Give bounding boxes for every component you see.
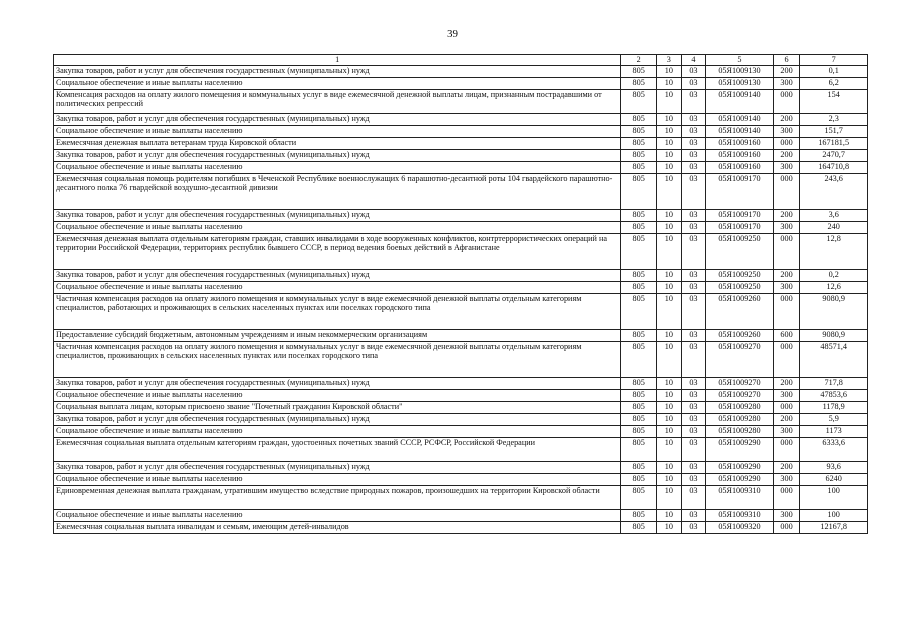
section-code: 10 — [657, 221, 682, 233]
subsection-code: 03 — [681, 65, 706, 77]
grbs-code: 805 — [621, 473, 657, 485]
target-article-code: 05Я1009290 — [706, 437, 774, 461]
header-cell: 5 — [706, 55, 774, 66]
grbs-code: 805 — [621, 209, 657, 221]
table-row — [54, 233, 868, 269]
table-row — [54, 401, 868, 413]
subsection-code: 03 — [681, 521, 706, 533]
section-code: 10 — [657, 509, 682, 521]
section-code: 10 — [657, 209, 682, 221]
amount: 717,8 — [800, 377, 868, 389]
expense-type-code: 000 — [773, 437, 800, 461]
section-code: 10 — [657, 149, 682, 161]
page-number: 39 — [447, 28, 458, 40]
target-article-code: 05Я1009130 — [706, 77, 774, 89]
table-row — [54, 473, 868, 485]
row-name: Ежемесячная социальная помощь родителям погибших в Чеченской Республике военнослужащих 6 парашютно-десантной роты 104 гвардейского парашютно-десантного полка 76 гвардейской воздушно-десантной дивизии — [54, 173, 621, 209]
expense-type-code: 200 — [773, 113, 800, 125]
subsection-code: 03 — [681, 389, 706, 401]
row-name: Закупка товаров, работ и услуг для обеспечения государственных (муниципальных) нужд — [54, 149, 621, 161]
section-code: 10 — [657, 173, 682, 209]
target-article-code: 05Я1009250 — [706, 233, 774, 269]
section-code: 10 — [657, 281, 682, 293]
grbs-code: 805 — [621, 125, 657, 137]
section-code: 10 — [657, 425, 682, 437]
grbs-code: 805 — [621, 437, 657, 461]
target-article-code: 05Я1009160 — [706, 149, 774, 161]
amount: 6,2 — [800, 77, 868, 89]
grbs-code: 805 — [621, 521, 657, 533]
subsection-code: 03 — [681, 137, 706, 149]
amount: 47853,6 — [800, 389, 868, 401]
row-name: Частичная компенсация расходов на оплату жилого помещения и коммунальных услуг в виде ежемесячной денежной выплаты отдельным категориям специалистов, работающих и проживающих в сельских населенных пунктах или поселках городского типа — [54, 293, 621, 329]
grbs-code: 805 — [621, 149, 657, 161]
amount: 12167,8 — [800, 521, 868, 533]
amount: 9080,9 — [800, 329, 868, 341]
expense-type-code: 000 — [773, 401, 800, 413]
amount: 6333,6 — [800, 437, 868, 461]
section-code: 10 — [657, 521, 682, 533]
section-code: 10 — [657, 65, 682, 77]
subsection-code: 03 — [681, 377, 706, 389]
expense-type-code: 300 — [773, 221, 800, 233]
table-row — [54, 113, 868, 125]
expense-type-code: 300 — [773, 281, 800, 293]
subsection-code: 03 — [681, 149, 706, 161]
row-name: Ежемесячная денежная выплата ветеранам труда Кировской области — [54, 137, 621, 149]
target-article-code: 05Я1009140 — [706, 113, 774, 125]
subsection-code: 03 — [681, 341, 706, 377]
table-row — [54, 329, 868, 341]
subsection-code: 03 — [681, 125, 706, 137]
grbs-code: 805 — [621, 377, 657, 389]
row-name: Ежемесячная социальная выплата инвалидам и семьям, имеющим детей-инвалидов — [54, 521, 621, 533]
expense-type-code: 000 — [773, 173, 800, 209]
amount: 1178,9 — [800, 401, 868, 413]
section-code: 10 — [657, 437, 682, 461]
target-article-code: 05Я1009290 — [706, 461, 774, 473]
table-row — [54, 485, 868, 509]
subsection-code: 03 — [681, 269, 706, 281]
expense-type-code: 000 — [773, 485, 800, 509]
target-article-code: 05Я1009280 — [706, 401, 774, 413]
target-article-code: 05Я1009270 — [706, 389, 774, 401]
expense-type-code: 200 — [773, 269, 800, 281]
target-article-code: 05Я1009270 — [706, 377, 774, 389]
expense-type-code: 200 — [773, 461, 800, 473]
expense-type-code: 300 — [773, 509, 800, 521]
target-article-code: 05Я1009250 — [706, 281, 774, 293]
subsection-code: 03 — [681, 329, 706, 341]
grbs-code: 805 — [621, 341, 657, 377]
grbs-code: 805 — [621, 329, 657, 341]
header-cell: 4 — [681, 55, 706, 66]
target-article-code: 05Я1009260 — [706, 329, 774, 341]
table-row — [54, 377, 868, 389]
target-article-code: 05Я1009260 — [706, 293, 774, 329]
header-cell: 2 — [621, 55, 657, 66]
expense-type-code: 200 — [773, 149, 800, 161]
row-name: Предоставление субсидий бюджетным, автономным учреждениям и иным некоммерческим организациям — [54, 329, 621, 341]
target-article-code: 05Я1009270 — [706, 341, 774, 377]
subsection-code: 03 — [681, 461, 706, 473]
table-header-row — [54, 55, 868, 66]
table-row — [54, 161, 868, 173]
table-row — [54, 293, 868, 329]
amount: 5,9 — [800, 413, 868, 425]
row-name: Единовременная денежная выплата гражданам, утратившим имущество вследствие природных пожаров, произошедших на территории Кировской области — [54, 485, 621, 509]
target-article-code: 05Я1009310 — [706, 485, 774, 509]
section-code: 10 — [657, 137, 682, 149]
subsection-code: 03 — [681, 437, 706, 461]
expense-type-code: 200 — [773, 377, 800, 389]
row-name: Социальное обеспечение и иные выплаты населению — [54, 425, 621, 437]
expense-type-code: 000 — [773, 137, 800, 149]
target-article-code: 05Я1009160 — [706, 137, 774, 149]
section-code: 10 — [657, 269, 682, 281]
section-code: 10 — [657, 461, 682, 473]
section-code: 10 — [657, 77, 682, 89]
row-name: Социальное обеспечение и иные выплаты населению — [54, 389, 621, 401]
header-cell: 3 — [657, 55, 682, 66]
target-article-code: 05Я1009320 — [706, 521, 774, 533]
row-name: Компенсация расходов на оплату жилого помещения и коммунальных услуг в виде ежемесячной денежной выплаты лицам, признанным пострадавшими от политических репрессий — [54, 89, 621, 113]
grbs-code: 805 — [621, 281, 657, 293]
grbs-code: 805 — [621, 137, 657, 149]
grbs-code: 805 — [621, 161, 657, 173]
amount: 164710,8 — [800, 161, 868, 173]
subsection-code: 03 — [681, 209, 706, 221]
amount: 1173 — [800, 425, 868, 437]
amount: 151,7 — [800, 125, 868, 137]
subsection-code: 03 — [681, 221, 706, 233]
row-name: Закупка товаров, работ и услуг для обеспечения государственных (муниципальных) нужд — [54, 65, 621, 77]
target-article-code: 05Я1009170 — [706, 173, 774, 209]
grbs-code: 805 — [621, 77, 657, 89]
subsection-code: 03 — [681, 413, 706, 425]
budget-table — [53, 54, 868, 534]
expense-type-code: 000 — [773, 233, 800, 269]
target-article-code: 05Я1009280 — [706, 413, 774, 425]
amount: 100 — [800, 485, 868, 509]
subsection-code: 03 — [681, 173, 706, 209]
amount: 9080,9 — [800, 293, 868, 329]
section-code: 10 — [657, 413, 682, 425]
grbs-code: 805 — [621, 221, 657, 233]
table-row — [54, 269, 868, 281]
subsection-code: 03 — [681, 509, 706, 521]
target-article-code: 05Я1009130 — [706, 65, 774, 77]
target-article-code: 05Я1009170 — [706, 209, 774, 221]
table-row — [54, 209, 868, 221]
table-row — [54, 413, 868, 425]
row-name: Социальное обеспечение и иные выплаты населению — [54, 281, 621, 293]
section-code: 10 — [657, 161, 682, 173]
amount: 3,6 — [800, 209, 868, 221]
grbs-code: 805 — [621, 509, 657, 521]
header-cell: 7 — [800, 55, 868, 66]
section-code: 10 — [657, 125, 682, 137]
table-row — [54, 437, 868, 461]
row-name: Социальное обеспечение и иные выплаты населению — [54, 161, 621, 173]
subsection-code: 03 — [681, 281, 706, 293]
grbs-code: 805 — [621, 401, 657, 413]
section-code: 10 — [657, 113, 682, 125]
table-row — [54, 221, 868, 233]
expense-type-code: 200 — [773, 413, 800, 425]
row-name: Социальное обеспечение и иные выплаты населению — [54, 125, 621, 137]
section-code: 10 — [657, 401, 682, 413]
section-code: 10 — [657, 233, 682, 269]
row-name: Закупка товаров, работ и услуг для обеспечения государственных (муниципальных) нужд — [54, 209, 621, 221]
amount: 243,6 — [800, 173, 868, 209]
row-name: Закупка товаров, работ и услуг для обеспечения государственных (муниципальных) нужд — [54, 377, 621, 389]
amount: 93,6 — [800, 461, 868, 473]
expense-type-code: 200 — [773, 209, 800, 221]
section-code: 10 — [657, 389, 682, 401]
expense-type-code: 300 — [773, 425, 800, 437]
table-row — [54, 65, 868, 77]
target-article-code: 05Я1009140 — [706, 89, 774, 113]
amount: 12,6 — [800, 281, 868, 293]
subsection-code: 03 — [681, 425, 706, 437]
subsection-code: 03 — [681, 401, 706, 413]
amount: 0,1 — [800, 65, 868, 77]
target-article-code: 05Я1009140 — [706, 125, 774, 137]
expense-type-code: 200 — [773, 65, 800, 77]
table-row — [54, 125, 868, 137]
table-row — [54, 149, 868, 161]
header-cell: 1 — [54, 55, 621, 66]
row-name: Закупка товаров, работ и услуг для обеспечения государственных (муниципальных) нужд — [54, 413, 621, 425]
grbs-code: 805 — [621, 413, 657, 425]
target-article-code: 05Я1009280 — [706, 425, 774, 437]
target-article-code: 05Я1009250 — [706, 269, 774, 281]
target-article-code: 05Я1009310 — [706, 509, 774, 521]
table-row — [54, 89, 868, 113]
amount: 167181,5 — [800, 137, 868, 149]
table-row — [54, 77, 868, 89]
amount: 154 — [800, 89, 868, 113]
table-row — [54, 521, 868, 533]
expense-type-code: 300 — [773, 125, 800, 137]
amount: 12,8 — [800, 233, 868, 269]
expense-type-code: 300 — [773, 473, 800, 485]
target-article-code: 05Я1009170 — [706, 221, 774, 233]
row-name: Социальное обеспечение и иные выплаты населению — [54, 77, 621, 89]
amount: 2470,7 — [800, 149, 868, 161]
table-row — [54, 137, 868, 149]
amount: 240 — [800, 221, 868, 233]
grbs-code: 805 — [621, 89, 657, 113]
grbs-code: 805 — [621, 293, 657, 329]
expense-type-code: 600 — [773, 329, 800, 341]
row-name: Закупка товаров, работ и услуг для обеспечения государственных (муниципальных) нужд — [54, 269, 621, 281]
section-code: 10 — [657, 473, 682, 485]
grbs-code: 805 — [621, 113, 657, 125]
amount: 48571,4 — [800, 341, 868, 377]
amount: 2,3 — [800, 113, 868, 125]
grbs-code: 805 — [621, 389, 657, 401]
section-code: 10 — [657, 377, 682, 389]
row-name: Ежемесячная денежная выплата отдельным категориям граждан, ставших инвалидами в ходе вооруженных конфликтов, контртеррористических операций на территории Российской Федерации, территориях республик бывшего СССР, в период ведения боевых действий в Афганистане — [54, 233, 621, 269]
section-code: 10 — [657, 89, 682, 113]
row-name: Социальное обеспечение и иные выплаты населению — [54, 509, 621, 521]
grbs-code: 805 — [621, 485, 657, 509]
section-code: 10 — [657, 293, 682, 329]
grbs-code: 805 — [621, 233, 657, 269]
row-name: Частичная компенсация расходов на оплату жилого помещения и коммунальных услуг в виде ежемесячной денежной выплаты отдельным категориям специалистов, проживающих в сельских населенных пунктах или поселках городского типа — [54, 341, 621, 377]
row-name: Ежемесячная социальная выплата отдельным категориям граждан, удостоенных почетных званий СССР, РСФСР, Российской Федерации — [54, 437, 621, 461]
expense-type-code: 000 — [773, 341, 800, 377]
subsection-code: 03 — [681, 485, 706, 509]
subsection-code: 03 — [681, 473, 706, 485]
grbs-code: 805 — [621, 173, 657, 209]
table-row — [54, 341, 868, 377]
row-name: Социальное обеспечение и иные выплаты населению — [54, 473, 621, 485]
table-row — [54, 509, 868, 521]
section-code: 10 — [657, 341, 682, 377]
target-article-code: 05Я1009160 — [706, 161, 774, 173]
table-row — [54, 389, 868, 401]
expense-type-code: 300 — [773, 389, 800, 401]
target-article-code: 05Я1009290 — [706, 473, 774, 485]
amount: 6240 — [800, 473, 868, 485]
table-row — [54, 281, 868, 293]
row-name: Социальная выплата лицам, которым присвоено звание "Почетный гражданин Кировской области" — [54, 401, 621, 413]
amount: 100 — [800, 509, 868, 521]
subsection-code: 03 — [681, 89, 706, 113]
grbs-code: 805 — [621, 65, 657, 77]
amount: 0,2 — [800, 269, 868, 281]
table-row — [54, 425, 868, 437]
row-name: Закупка товаров, работ и услуг для обеспечения государственных (муниципальных) нужд — [54, 461, 621, 473]
table-row — [54, 461, 868, 473]
grbs-code: 805 — [621, 425, 657, 437]
expense-type-code: 300 — [773, 77, 800, 89]
expense-type-code: 300 — [773, 161, 800, 173]
grbs-code: 805 — [621, 461, 657, 473]
section-code: 10 — [657, 329, 682, 341]
table-row — [54, 173, 868, 209]
expense-type-code: 000 — [773, 293, 800, 329]
header-cell: 6 — [773, 55, 800, 66]
expense-type-code: 000 — [773, 89, 800, 113]
subsection-code: 03 — [681, 233, 706, 269]
subsection-code: 03 — [681, 293, 706, 329]
subsection-code: 03 — [681, 77, 706, 89]
row-name: Закупка товаров, работ и услуг для обеспечения государственных (муниципальных) нужд — [54, 113, 621, 125]
row-name: Социальное обеспечение и иные выплаты населению — [54, 221, 621, 233]
subsection-code: 03 — [681, 161, 706, 173]
expense-type-code: 000 — [773, 521, 800, 533]
subsection-code: 03 — [681, 113, 706, 125]
grbs-code: 805 — [621, 269, 657, 281]
section-code: 10 — [657, 485, 682, 509]
